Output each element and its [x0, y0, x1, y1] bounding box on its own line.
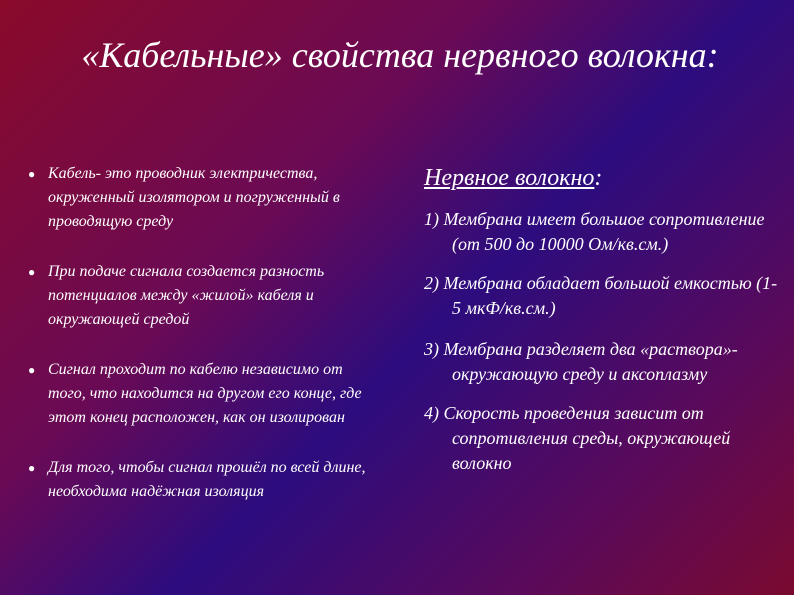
right-list-item: 1) Мембрана имеет большое сопротивление (от 500 до 10000 Ом/кв.см.) — [424, 209, 765, 254]
slide-title: «Кабельные» свойства нервного волокна: — [81, 35, 719, 75]
left-list-item — [28, 162, 368, 234]
right-heading — [424, 162, 784, 194]
bullet-icon: ● — [28, 167, 36, 181]
left-item-text: Для того, чтобы сигнал прошёл по всей длине, необходима надёжная изоляция — [48, 459, 366, 500]
right-list-item: 3) Мембрана разделяет два «раствора»- окружающую среду и аксоплазму — [424, 339, 738, 384]
left-list-item — [28, 358, 368, 430]
right-heading-colon: : — [594, 165, 603, 191]
left-bullet-list — [28, 162, 368, 504]
right-column — [424, 162, 784, 476]
left-list-item — [28, 456, 368, 504]
bullet-icon: ● — [28, 461, 36, 475]
right-list-item: 4) Скорость проведения зависит от сопротивления среды, окружающей волокно — [424, 403, 731, 473]
right-heading-text: Нервное волокно — [424, 165, 595, 191]
left-item-text: При подаче сигнала создается разность потенциалов между «жилой» кабеля и окружающей средой — [48, 263, 325, 328]
right-list-item: 2) Мембрана обладает большой емкостью (1-5 мкФ/кв.см.) — [424, 273, 778, 318]
left-list-item — [28, 260, 368, 332]
left-item-text: Кабель- это проводник электричества, окруженный изолятором и погруженный в проводящую среду — [48, 165, 340, 230]
left-item-text: Сигнал проходит по кабелю независимо от того, что находится на другом его конце, где этот конец расположен, как он изолирован — [48, 361, 362, 426]
bullet-icon: ● — [28, 363, 36, 377]
bullet-icon: ● — [28, 265, 36, 279]
